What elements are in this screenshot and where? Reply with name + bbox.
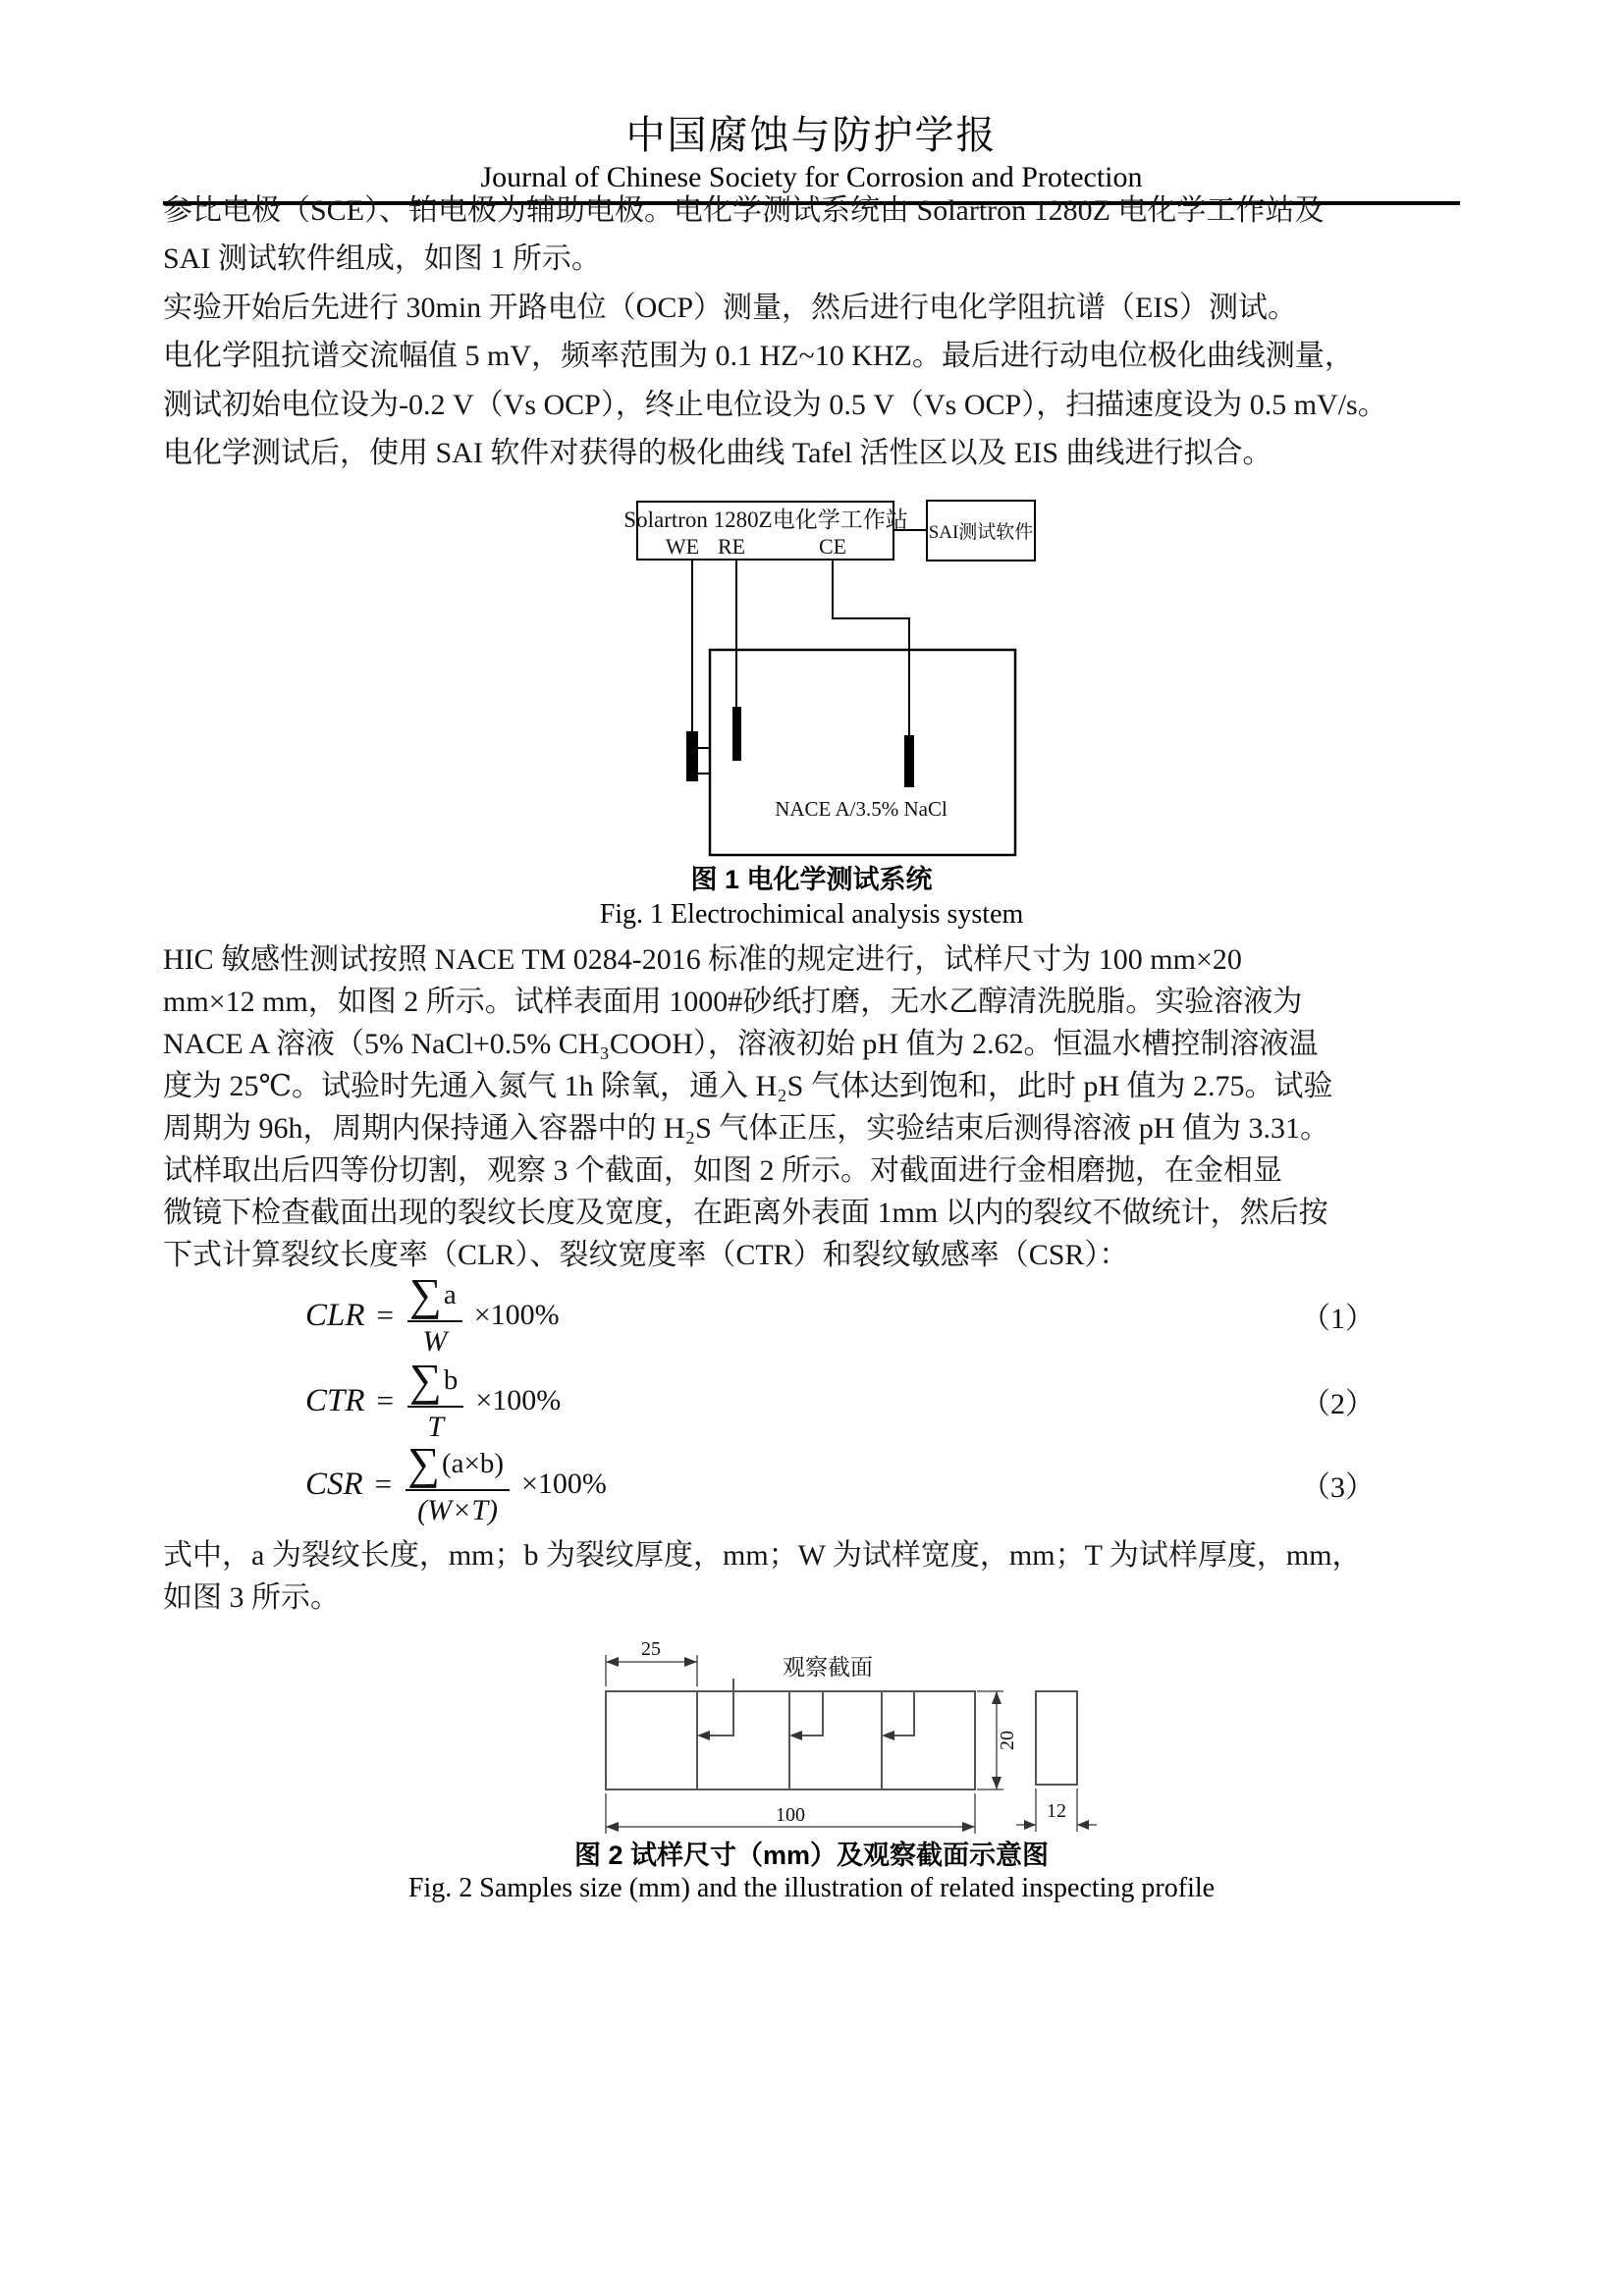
equals-sign: =: [374, 1467, 393, 1501]
ce-wire: [833, 560, 909, 735]
text-line: 微镜下检查截面出现的裂纹长度及宽度，在距离外表面 1mm 以内的裂纹不做统计，然后按: [163, 1197, 1328, 1229]
fraction-denominator: (W×T): [417, 1494, 499, 1526]
dim-arrow: [684, 1657, 697, 1667]
equals-sign: =: [376, 1383, 395, 1417]
dim-arrow: [962, 1822, 975, 1832]
dim-arrow: [992, 1691, 1001, 1704]
cell-box: [710, 650, 1015, 855]
text-line: 测试初始电位设为-0.2 V（Vs OCP），终止电位设为 0.5 V（Vs OCP），扫描速度设为 0.5 mV/s。: [163, 388, 1387, 421]
equation-lhs: CLR: [305, 1297, 365, 1333]
reference-electrode: [732, 707, 741, 761]
equation-lhs: CSR: [305, 1466, 363, 1502]
solution-label: NACE A/3.5% NaCl: [775, 797, 947, 821]
re-label: RE: [717, 534, 746, 559]
text-line: HIC 敏感性测试按照 NACE TM 0284-2016 标准的规定进行，试样尺寸为 100 mm×20: [163, 943, 1242, 976]
fraction-numerator: [407, 1355, 463, 1408]
fraction-denominator: W: [422, 1325, 448, 1358]
text-line: 实验开始后先进行 30min 开路电位（OCP）测量，然后进行电化学阻抗谱（EIS）测试。: [163, 292, 1298, 324]
text-line: mm×12 mm，如图 2 所示。试样表面用 1000#砂纸打磨，无水乙醇清洗脱脂。实验溶液为: [163, 986, 1303, 1018]
dim-label-100: 100: [776, 1804, 805, 1826]
figure1-caption-en: Fig. 1 Electrochimical analysis system: [599, 899, 1024, 930]
fraction: [407, 1355, 463, 1444]
dim-arrow: [1024, 1820, 1036, 1830]
figure2-caption-zh: 图 2 试样尺寸（mm）及观察截面示意图: [573, 1841, 1050, 1870]
leader-arrow-3: [882, 1731, 894, 1740]
equation-number: （2）: [1301, 1388, 1375, 1420]
leader-3: [889, 1691, 914, 1735]
dim-arrow: [992, 1777, 1001, 1789]
text-line: SAI 测试软件组成，如图 1 所示。: [163, 242, 601, 276]
leader-arrow-2: [789, 1731, 802, 1740]
equation-number: （3）: [1301, 1471, 1375, 1504]
numerator-term: b: [443, 1363, 459, 1396]
fraction: [407, 1269, 462, 1359]
leader-arrow-1: [697, 1731, 710, 1740]
numerator-term: (a×b): [441, 1447, 504, 1479]
figure2-caption-en: Fig. 2 Samples size (mm) and the illustration of related inspecting profile: [407, 1873, 1216, 1903]
text-line: 试样取出后四等份切割，观察 3 个截面，如图 2 所示。对截面进行金相磨抛，在金相显: [163, 1154, 1282, 1187]
text-line: 电化学测试后，使用 SAI 软件对获得的极化曲线 Tafel 活性区以及 EIS 曲线进行拟合。: [163, 437, 1272, 470]
leader-1: [704, 1679, 733, 1735]
leader-2: [796, 1691, 823, 1735]
counter-electrode: [904, 735, 914, 787]
equation-csr: [163, 1440, 1375, 1528]
text-line: 参比电极（SCE）、铂电极为辅助电极。电化学测试系统由 Solartron 1280Z 电化学工作站及: [163, 194, 1325, 227]
paragraph-variables: [163, 1534, 1380, 1619]
text-line: 度为 25℃。试验时先通入氮气 1h 除氧，通入 H₂S 气体达到饱和，此时 pH 值为 2.75。试验: [163, 1070, 1333, 1102]
sigma-symbol: ∑: [409, 1355, 442, 1405]
text-line: 周期为 96h，周期内保持通入容器中的 H₂S 气体正压，实验结束后测得溶液 pH 值为 3.31。: [163, 1112, 1329, 1145]
figure2-diagram: [569, 1639, 1100, 1841]
fraction-numerator: [406, 1438, 510, 1491]
sample-side-view: [1036, 1691, 1077, 1785]
working-electrode: [686, 731, 698, 781]
text-line: 下式计算裂纹长度率（CLR）、裂纹宽度率（CTR）和裂纹敏感率（CSR）：: [163, 1239, 1129, 1271]
dim-label-20: 20: [997, 1731, 1018, 1750]
section-label: 观察截面: [783, 1655, 873, 1680]
equation-ctr: [163, 1357, 1375, 1445]
sigma-symbol: ∑: [407, 1438, 440, 1488]
equation-lhs: CTR: [305, 1382, 365, 1418]
journal-title-en: Journal of Chinese Society for Corrosion and Protection: [480, 161, 1143, 193]
paragraph-hic: [163, 938, 1380, 1149]
workstation-label: Solartron 1280Z电化学工作站: [623, 507, 908, 532]
fraction: [406, 1438, 510, 1527]
we-label: WE: [665, 534, 700, 559]
equals-sign: =: [376, 1298, 395, 1332]
dim-label-25: 25: [641, 1639, 661, 1660]
equation-clr: [163, 1271, 1375, 1360]
figure1-caption-zh: 图 1 电化学测试系统: [690, 865, 933, 894]
text-line: 如图 3 所示。: [163, 1581, 340, 1614]
equation-tail: ×100%: [475, 1384, 562, 1416]
text-line: 电化学阻抗谱交流幅值 5 mV，频率范围为 0.1 HZ~10 KHZ。最后进行动电位极化曲线测量，: [163, 340, 1354, 373]
equation-tail: ×100%: [521, 1468, 607, 1500]
dim-arrow: [606, 1822, 619, 1832]
paragraph-sectioning: [163, 1149, 1380, 1276]
paragraph-electrode: [163, 187, 1380, 284]
dim-arrow: [606, 1657, 619, 1667]
dim-label-12: 12: [1047, 1800, 1066, 1822]
text-line: NACE A 溶液（5% NaCl+0.5% CH₃COOH），溶液初始 pH 值为 2.62。恒温水槽控制溶液温: [163, 1028, 1319, 1060]
software-label: SAI测试软件: [928, 522, 1034, 543]
numerator-term: a: [443, 1278, 457, 1310]
paragraph-ocp-eis: [163, 284, 1387, 478]
fraction-denominator: T: [427, 1411, 444, 1443]
figure1-diagram: [589, 491, 1100, 864]
dim-arrow: [1077, 1820, 1089, 1830]
fraction-numerator: [407, 1269, 462, 1322]
equation-tail: ×100%: [473, 1299, 560, 1331]
equation-number: （1）: [1301, 1303, 1375, 1335]
sigma-symbol: ∑: [409, 1269, 442, 1319]
ce-label: CE: [818, 534, 847, 559]
journal-title-zh: 中国腐蚀与防护学报: [625, 113, 998, 157]
text-line: 式中，a 为裂纹长度，mm；b 为裂纹厚度，mm；W 为试样宽度，mm；T 为试样厚度，mm，: [163, 1539, 1362, 1572]
